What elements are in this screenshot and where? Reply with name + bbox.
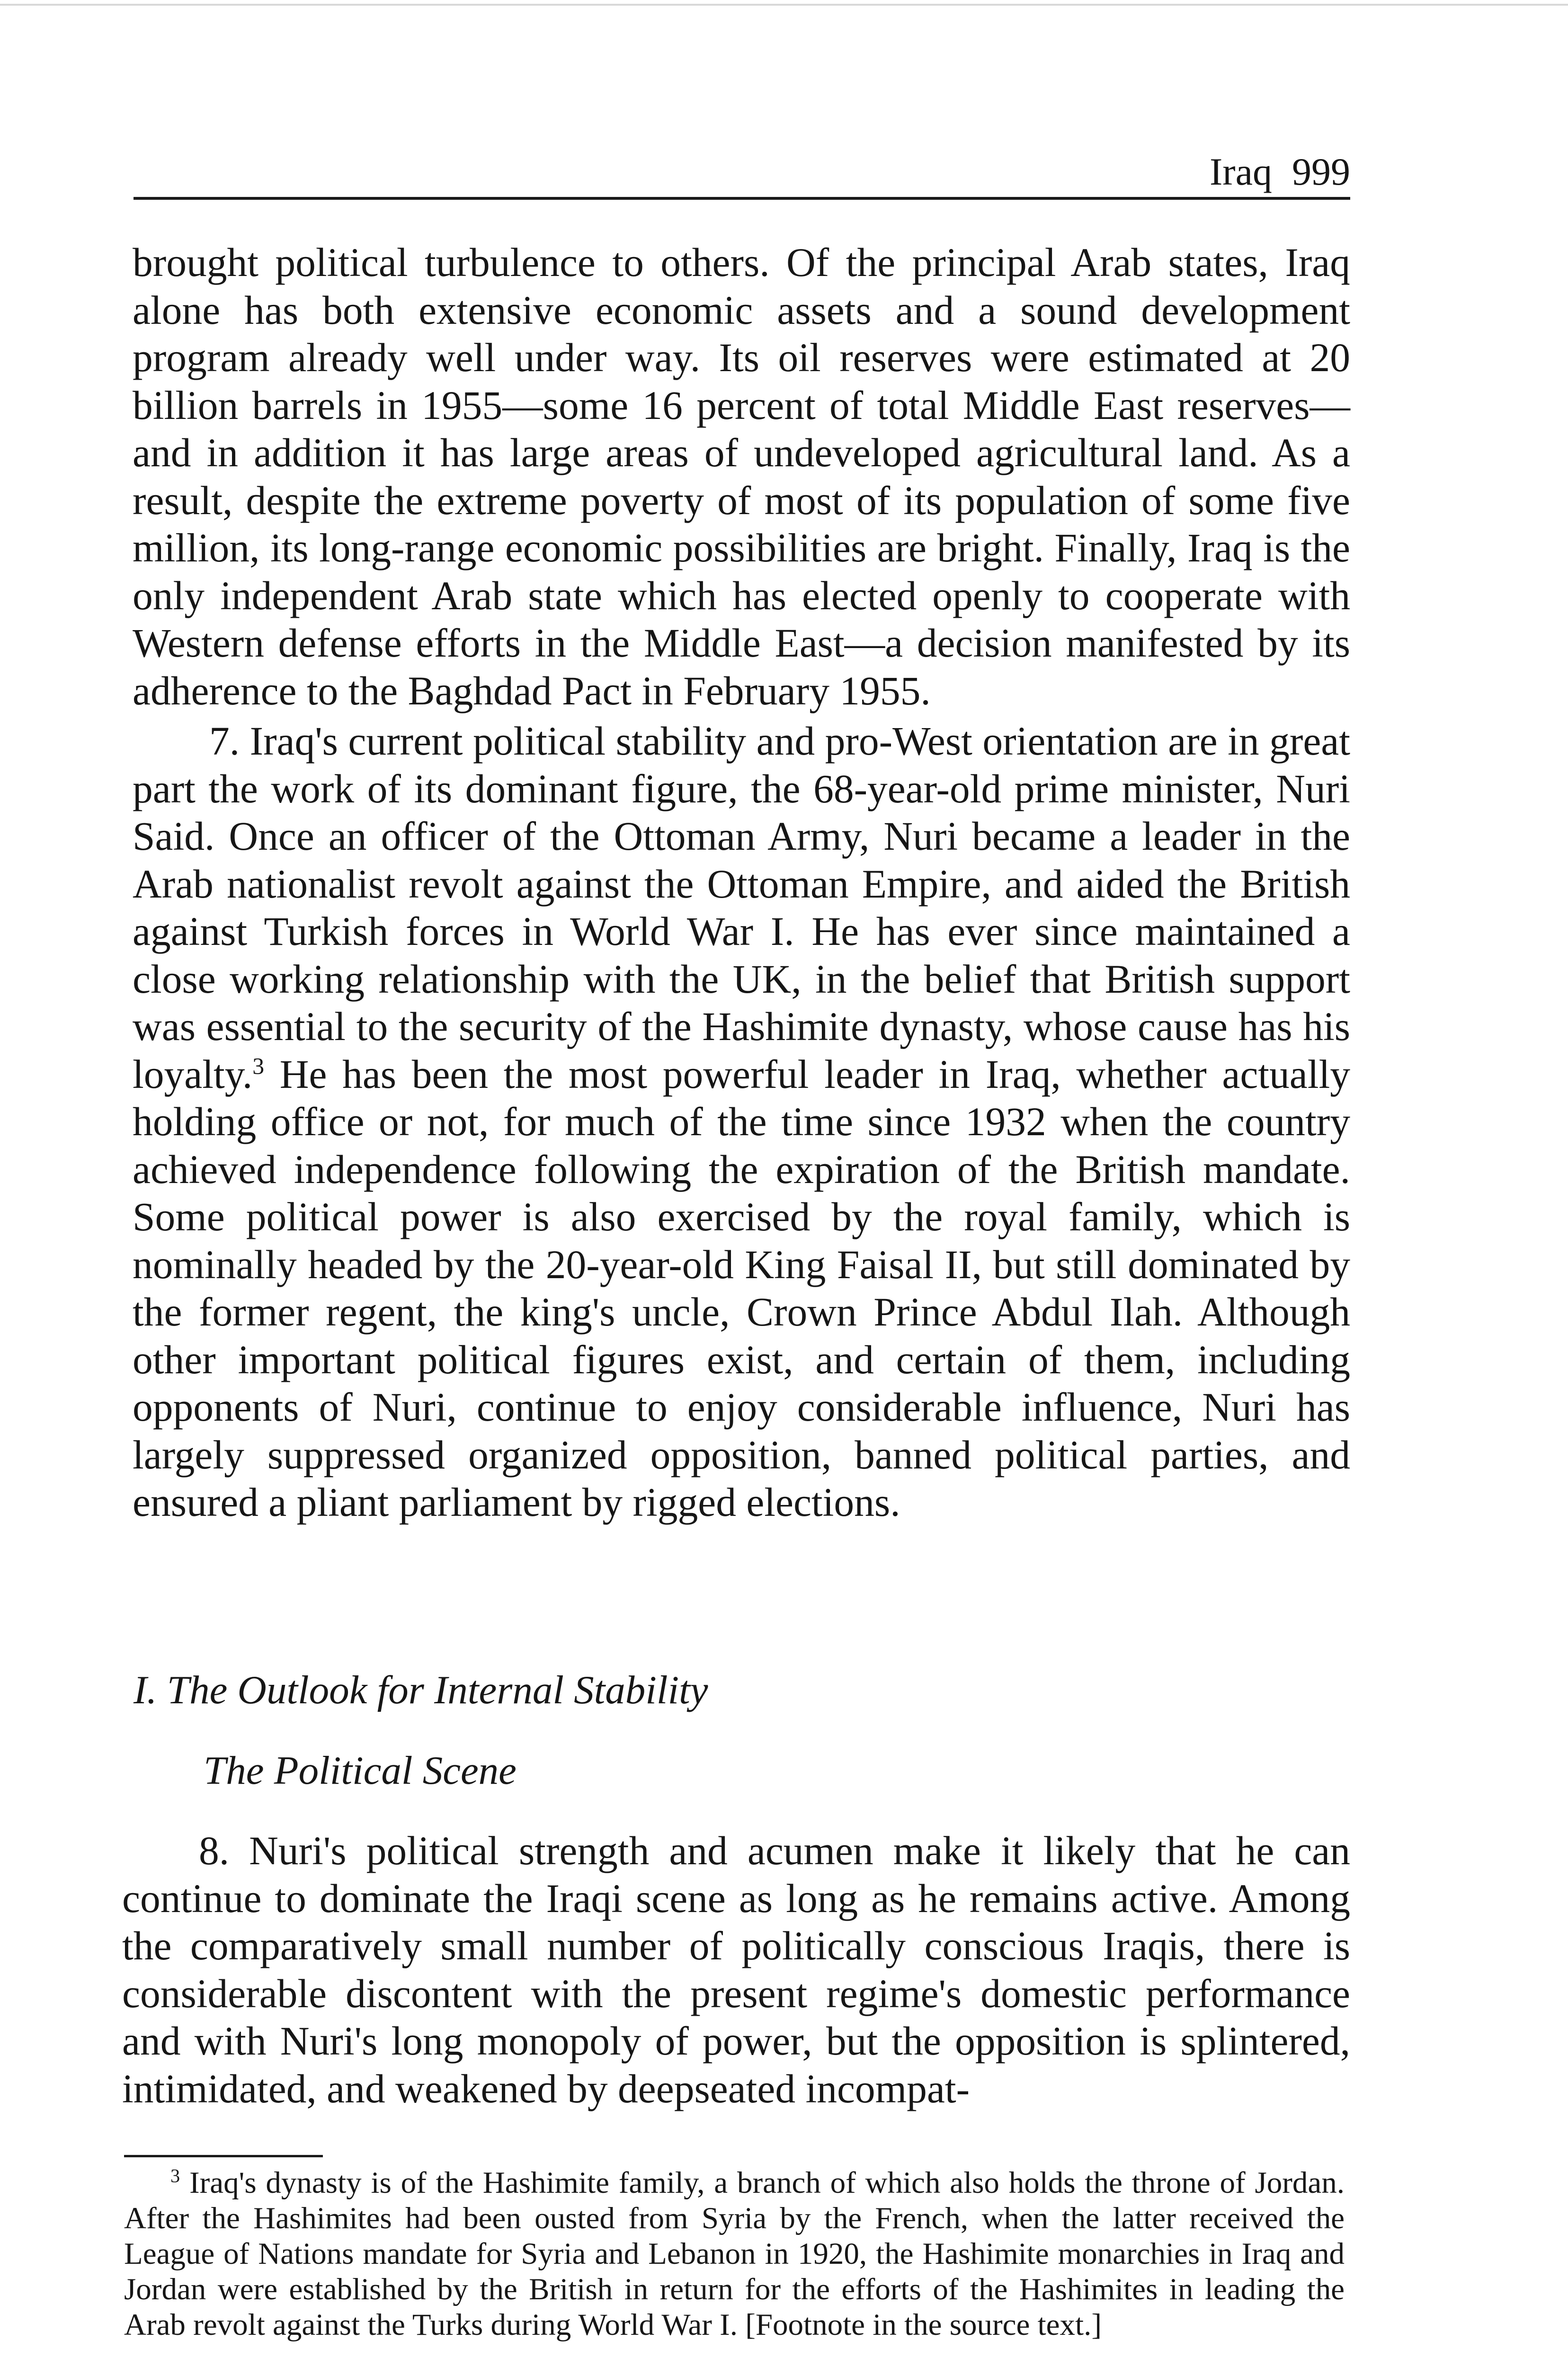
footnote-paragraph <box>124 2165 1345 2343</box>
paragraph-7-text-after-note: He has been the most powerful leader in Iraq, whether actually holding office or not, for much of the time since 1932 when the country achieved independence following the expiration of the British mandate. Some political power is also exercised by the royal family, which is nominally headed by the 20-year-old King Faisal II, but still dominated by the former regent, the king's uncle, Crown Prince Abdul Ilah. Although other important political figures exist, and certain of them, including opponents of Nuri, continue to enjoy considerable influence, Nuri has largely suppressed organized opposition, banned political parties, and ensured a pliant parliament by rigged elections. <box>133 1052 1350 1525</box>
body-text <box>133 239 1350 1527</box>
running-head-title: Iraq <box>1209 150 1272 193</box>
footnote-mark: 3 <box>170 2165 180 2187</box>
footnote-reference: 3 <box>252 1053 265 1079</box>
page-number: 999 <box>1292 150 1350 193</box>
running-head <box>134 141 1350 200</box>
paragraph-7-text-before-note: 7. Iraq's current political stability and pro-West orientation are in great part the work of its dominant figure, the 68-year-old prime minister, Nuri Said. Once an officer of the Ottoman Army, Nuri became a leader in the Arab nationalist revolt against the Ottoman Empire, and aided the British against Turkish forces in World War I. He has ever since maintained a close working relationship with the UK, in the belief that British support was essential to the security of the Hashimite dynasty, whose cause has his loyalty. <box>133 719 1350 1097</box>
section-heading: I. The Outlook for Internal Stability <box>134 1668 708 1712</box>
body-text-section <box>122 1827 1350 2113</box>
footnote-divider <box>124 2155 323 2157</box>
paragraph-7 <box>133 718 1350 1527</box>
running-head-text <box>1210 144 1350 200</box>
sub-heading: The Political Scene <box>204 1748 517 1793</box>
paragraph-continuation: brought political turbulence to others. Of the principal Arab states, Iraq alone has both extensive economic assets and a sound development program already well under way. Its oil reserves were estimated at 20 billion barrels in 1955—some 16 percent of total Middle East reserves—and in addition it has large areas of undeveloped agricultural land. As a result, despite the extreme poverty of most of its population of some five million, its long-range economic possibilities are bright. Finally, Iraq is the only independent Arab state which has elected openly to cooperate with Western defense efforts in the Middle East—a decision manifested by its adherence to the Baghdad Pact in February 1955. <box>133 240 1350 713</box>
paragraph-8: 8. Nuri's political strength and acumen make it likely that he can continue to dominate the Iraqi scene as long as he remains active. Among the comparatively small number of politically conscious Iraqis, there is considerable discontent with the present regime's domestic performance and with Nuri's long monopoly of power, but the opposition is splintered, intimidated, and weakened by deepseated incompat- <box>122 1829 1350 2111</box>
footnote <box>124 2165 1345 2343</box>
scan-top-edge <box>0 4 1568 6</box>
footnote-text: Iraq's dynasty is of the Hashimite family, a branch of which also holds the throne of Jordan. After the Hashimites had been ousted from Syria by the French, when the latter received the League of Nations mandate for Syria and Lebanon in 1920, the Hashimite monarchies in Iraq and Jordan were established by the British in return for the efforts of the Hashimites in leading the Arab revolt against the Turks during World War I. [Footnote in the source text.] <box>124 2166 1345 2342</box>
